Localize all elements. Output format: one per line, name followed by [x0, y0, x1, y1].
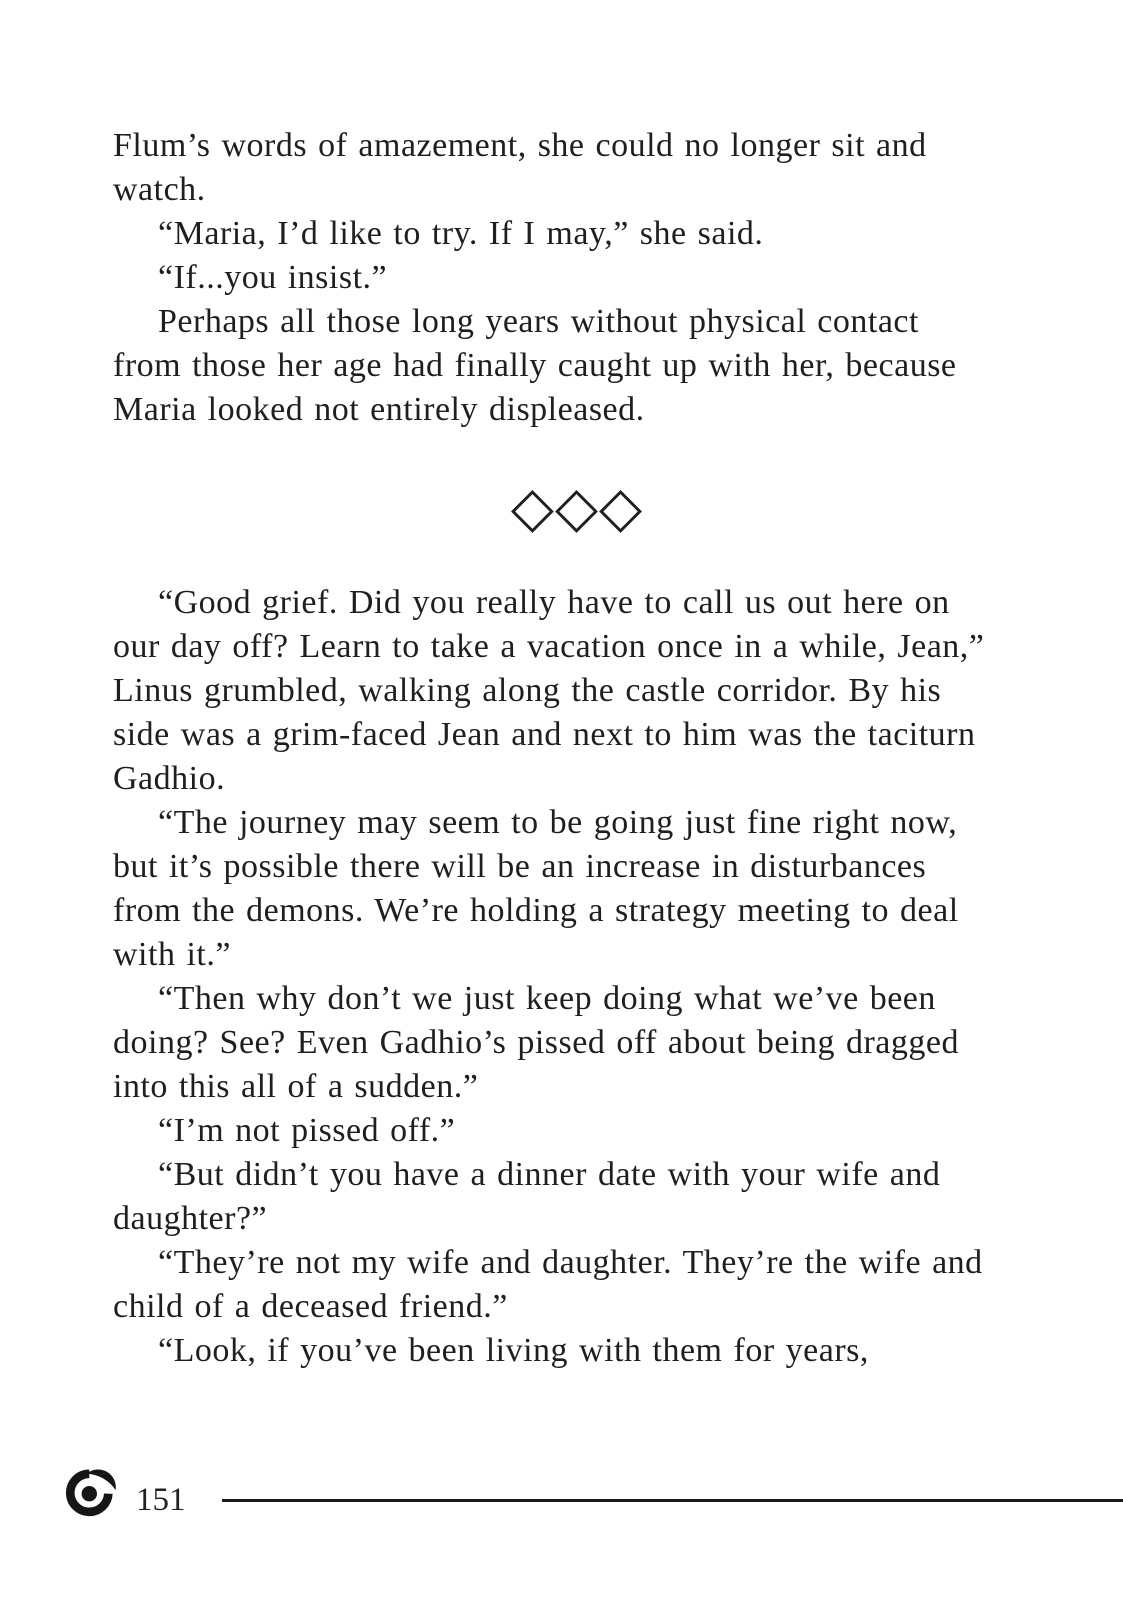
text-line: “But didn’t you have a dinner date with your wife and	[158, 1156, 941, 1193]
text-line: “Look, if you’ve been living with them for years,	[158, 1332, 869, 1369]
text-line: “They’re not my wife and daughter. They’re the wife and	[158, 1244, 983, 1281]
text-line: our day off? Learn to take a vacation once in a while, Jean,”	[113, 628, 985, 665]
paragraph-block-1	[113, 124, 957, 432]
text-line: doing? See? Even Gadhio’s pissed off about being dragged	[113, 1024, 959, 1061]
text-line: “If...you insist.”	[158, 259, 388, 296]
text-line: from the demons. We’re holding a strategy meeting to deal	[113, 892, 959, 929]
paragraph-block-2	[113, 581, 984, 1373]
text-line: “Maria, I’d like to try. If I may,” she said.	[158, 215, 764, 252]
section-separator: ◇◇◇	[510, 475, 644, 540]
text-line: but it’s possible there will be an increase in disturbances	[113, 848, 927, 885]
text-line: side was a grim-faced Jean and next to him was the taciturn	[113, 716, 976, 753]
text-line: daughter?”	[113, 1200, 268, 1237]
text-line: “Then why don’t we just keep doing what we’ve been	[158, 980, 936, 1017]
text-line: child of a deceased friend.”	[113, 1288, 508, 1325]
text-line: Flum’s words of amazement, she could no longer sit and	[113, 127, 927, 164]
text-line: with it.”	[113, 936, 231, 973]
text-line: “I’m not pissed off.”	[158, 1112, 456, 1149]
text-line: Maria looked not entirely displeased.	[113, 391, 645, 428]
page-number: 151	[136, 1482, 186, 1518]
text-line: Perhaps all those long years without physical contact	[158, 303, 919, 340]
text-line: watch.	[113, 171, 206, 208]
text-line: “The journey may seem to be going just fine right now,	[158, 804, 958, 841]
text-line: into this all of a sudden.”	[113, 1068, 479, 1105]
text-line: Linus grumbled, walking along the castle corridor. By his	[113, 672, 942, 709]
publisher-spiral-logo-icon	[63, 1462, 121, 1520]
text-line: Gadhio.	[113, 760, 226, 797]
footer-rule	[222, 1499, 1123, 1502]
text-line: “Good grief. Did you really have to call us out here on	[158, 584, 950, 621]
text-line: from those her age had finally caught up with her, because	[113, 347, 957, 384]
